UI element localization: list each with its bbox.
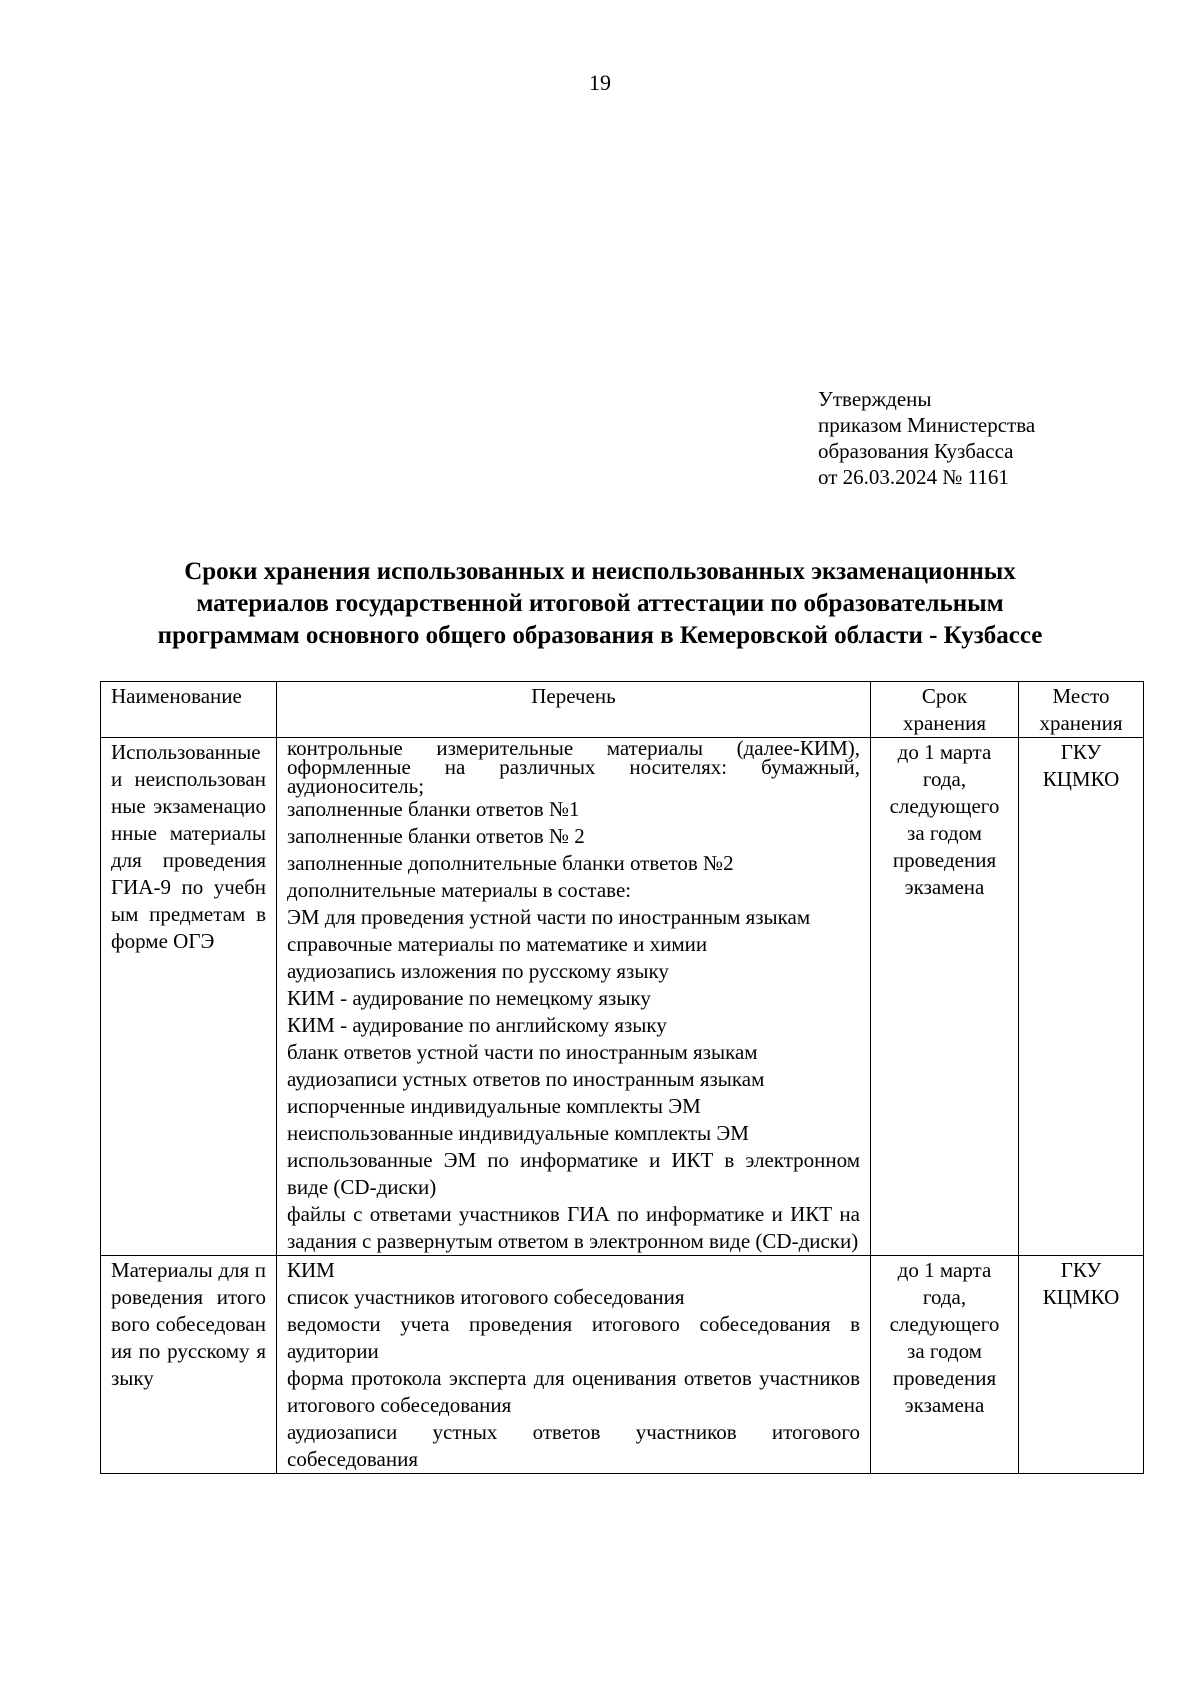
list-item: неиспользованные индивидуальные комплекты ЭМ — [287, 1121, 749, 1145]
table-row — [101, 738, 1144, 1256]
list-item: контрольные измерительные материалы (далее-КИМ), оформленные на различных носителях: бумажный, аудионоситель; — [287, 736, 860, 798]
row-term: до 1 марта года, следующего за годом проведения экзамена — [871, 1256, 1019, 1474]
title-line: программам основного общего образования в Кемеровской области - Кузбассе — [157, 622, 1043, 649]
list-item: дополнительные материалы в составе: — [287, 878, 632, 902]
list-item: аудиозаписи устных ответов участников итогового собеседования — [287, 1420, 860, 1471]
document-title — [100, 556, 1100, 652]
list-item: заполненные бланки ответов № 2 — [287, 824, 585, 848]
approval-line: Утверждены — [818, 387, 932, 411]
storage-terms-table — [100, 681, 1144, 1474]
header-name: Наименование — [101, 682, 277, 738]
table-header-row — [101, 682, 1144, 738]
header-place: Место хранения — [1019, 682, 1144, 738]
list-item: КИМ - аудирование по английскому языку — [287, 1013, 667, 1037]
list-item: КИМ - аудирование по немецкому языку — [287, 986, 651, 1010]
row-term: до 1 марта года, следующего за годом проведения экзамена — [871, 738, 1019, 1256]
title-line: материалов государственной итоговой аттестации по образовательным — [196, 590, 1004, 617]
list-item: справочные материалы по математике и химии — [287, 932, 708, 956]
list-item: аудиозаписи устных ответов по иностранным языкам — [287, 1067, 765, 1091]
list-item: ведомости учета проведения итогового собеседования в аудитории — [287, 1312, 860, 1363]
row-name: Использованные и неиспользованные экзаменационные материалы для проведения ГИА-9 по учебным предметам в форме ОГЭ — [101, 738, 277, 1256]
list-item: бланк ответов устной части по иностранным языкам — [287, 1040, 758, 1064]
approval-stamp — [818, 386, 1035, 490]
list-item: использованные ЭМ по информатике и ИКТ в электронном виде (CD-диски) — [287, 1148, 860, 1199]
list-item: файлы с ответами участников ГИА по информатике и ИКТ на задания с развернутым ответом в электронном виде (CD-диски) — [287, 1202, 860, 1253]
list-item: испорченные индивидуальные комплекты ЭМ — [287, 1094, 701, 1118]
title-line: Сроки хранения использованных и неиспользованных экзаменационных — [184, 558, 1016, 585]
list-item: КИМ — [287, 1258, 335, 1282]
header-term: Срок хранения — [871, 682, 1019, 738]
list-item: форма протокола эксперта для оценивания ответов участников итогового собеседования — [287, 1366, 860, 1417]
row-items — [277, 738, 871, 1256]
row-place: ГКУ КЦМКО — [1019, 1256, 1144, 1474]
list-item: ЭМ для проведения устной части по иностранным языкам — [287, 905, 811, 929]
header-list: Перечень — [277, 682, 871, 738]
table-row — [101, 1256, 1144, 1474]
list-item: заполненные дополнительные бланки ответов №2 — [287, 851, 734, 875]
list-item: аудиозапись изложения по русскому языку — [287, 959, 669, 983]
row-items — [277, 1256, 871, 1474]
row-name: Материалы для проведения итогового собеседования по русскому языку — [101, 1256, 277, 1474]
row-place: ГКУ КЦМКО — [1019, 738, 1144, 1256]
approval-line: приказом Министерства — [818, 413, 1036, 437]
approval-line: образования Кузбасса — [818, 439, 1014, 463]
list-item: список участников итогового собеседования — [287, 1285, 685, 1309]
page-number: 19 — [589, 70, 611, 95]
approval-line: от 26.03.2024 № 1161 — [818, 465, 1009, 489]
list-item: заполненные бланки ответов №1 — [287, 797, 580, 821]
